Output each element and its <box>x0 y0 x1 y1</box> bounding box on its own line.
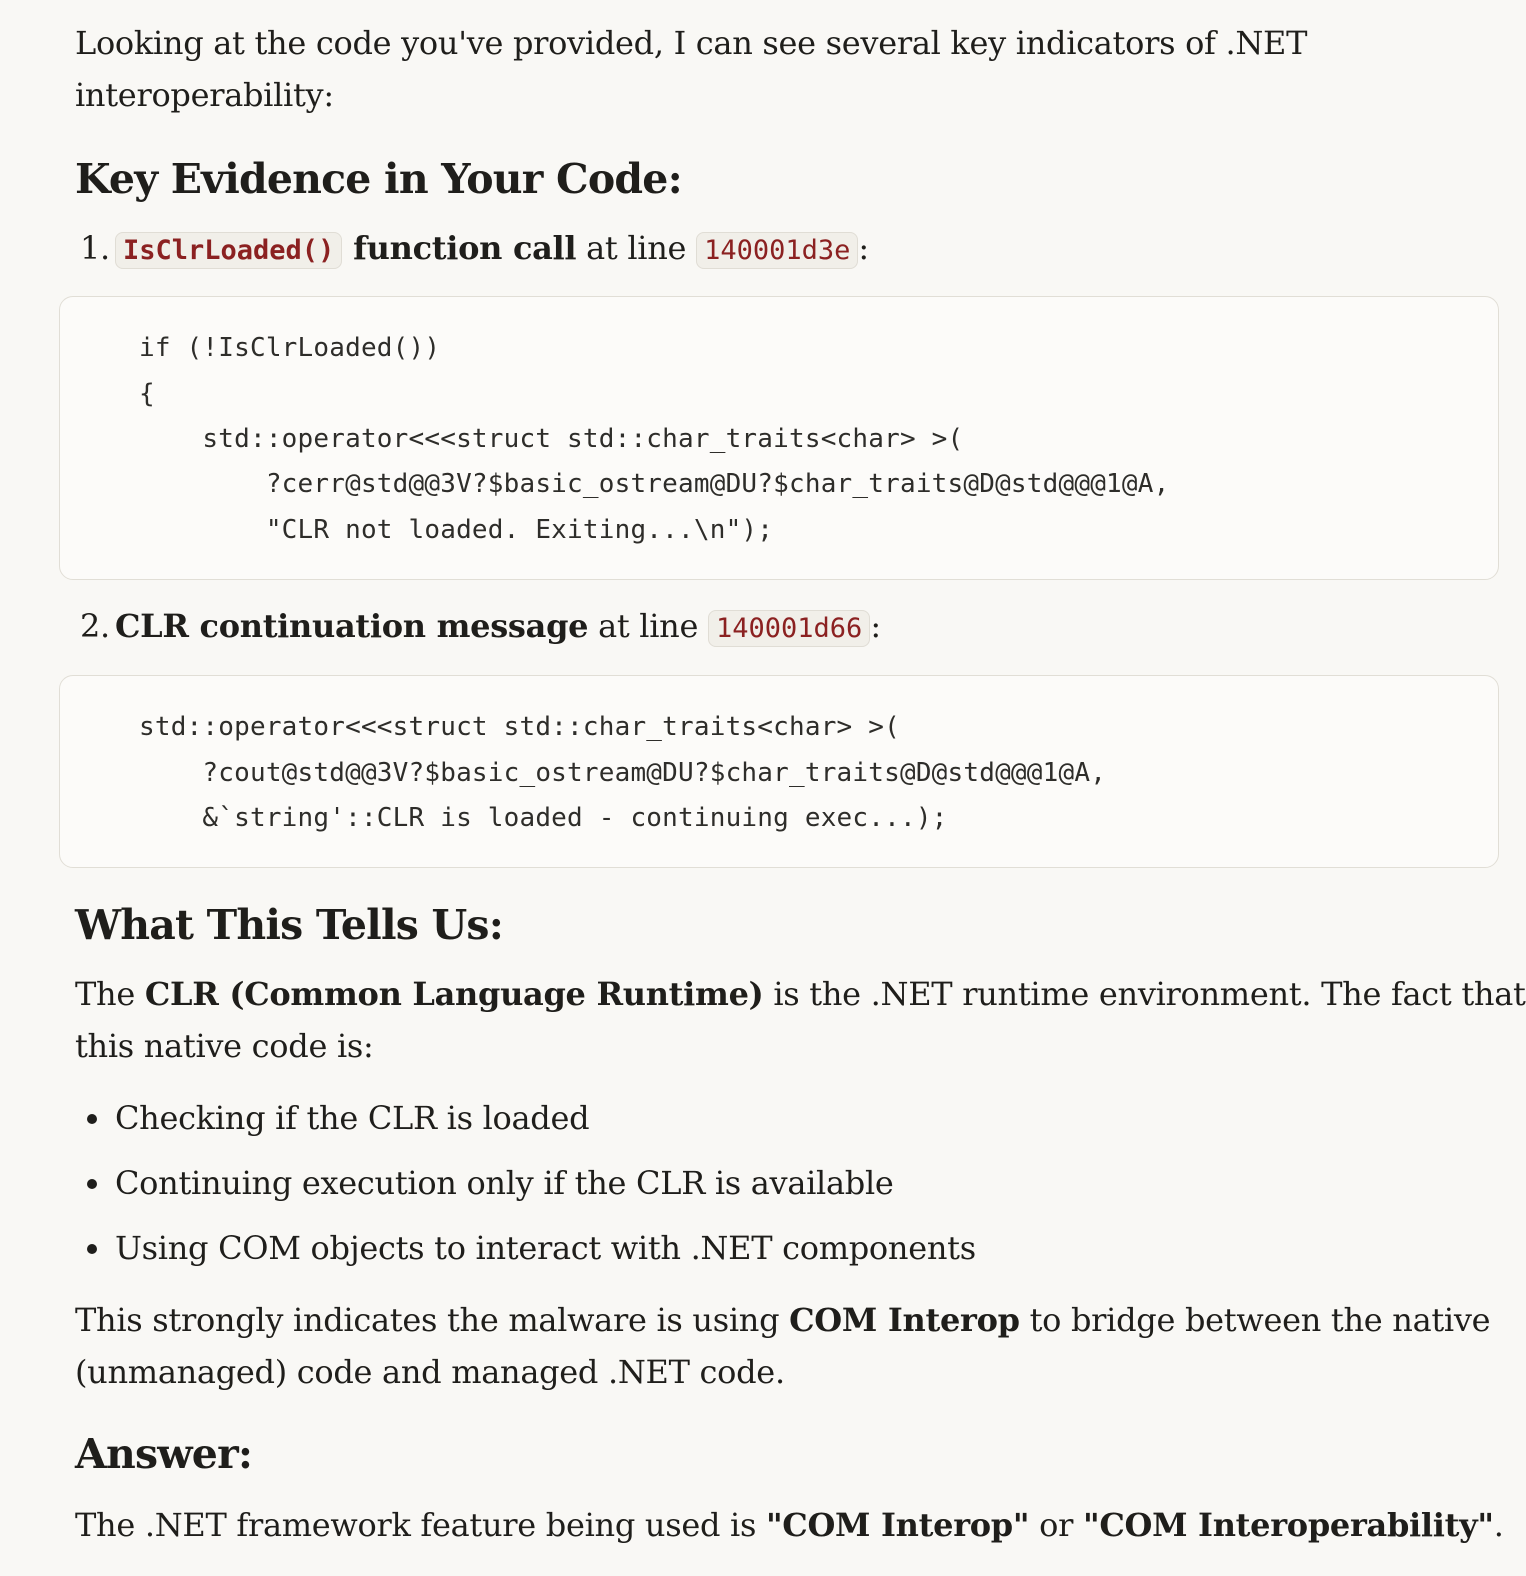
conclusion-line-2: (unmanaged) code and managed .NET code. <box>75 1353 785 1391</box>
text: This strongly indicates the malware is using <box>75 1301 790 1339</box>
code-line: ?cerr@std@@3V?$basic_ostream@DU?$char_traits@D@std@@@1@A, <box>139 469 1170 499</box>
item-text: at line <box>576 229 697 267</box>
code-line: if (!IsClrLoaded()) <box>139 333 441 363</box>
text: The <box>75 975 145 1013</box>
code-line: "CLR not loaded. Exiting...\n"); <box>139 515 774 545</box>
bullet-text: Continuing execution only if the CLR is available <box>115 1164 894 1202</box>
bold-text: "COM Interop" <box>765 1506 1030 1544</box>
inline-code-function-name: IsClrLoaded() <box>115 232 342 269</box>
bullet-text: Using COM objects to interact with .NET components <box>115 1229 976 1267</box>
conclusion-line-1 <box>75 1294 1490 1346</box>
heading-answer: Answer: <box>75 1430 253 1478</box>
text: . <box>1493 1506 1504 1544</box>
item-suffix: : <box>858 229 869 267</box>
list-number: 2. <box>80 607 110 645</box>
heading-what-this-tells-us: What This Tells Us: <box>75 901 504 949</box>
code-block-1[interactable] <box>59 296 1499 580</box>
text: to bridge between the native <box>1019 1301 1491 1339</box>
bold-text: CLR (Common Language Runtime) <box>144 975 764 1013</box>
list-number: 1. <box>80 229 110 267</box>
item-suffix: : <box>870 607 881 645</box>
bold-text: COM Interop <box>789 1301 1020 1339</box>
heading-key-evidence: Key Evidence in Your Code: <box>75 155 682 203</box>
answer-paragraph <box>75 1499 1504 1551</box>
bullet-dot <box>87 1244 97 1254</box>
text: The .NET framework feature being used is <box>75 1506 766 1544</box>
bold-text: "COM Interoperability" <box>1082 1506 1494 1544</box>
inline-code-line-address: 140001d3e <box>696 232 858 269</box>
inline-code-line-address: 140001d66 <box>708 610 870 647</box>
bullet-dot <box>87 1114 97 1124</box>
code-line: std::operator<<<struct std::char_traits<char> >( <box>139 712 900 742</box>
clr-paragraph-line-2: this native code is: <box>75 1027 374 1065</box>
code-line: ?cout@std@@3V?$basic_ostream@DU?$char_traits@D@std@@@1@A, <box>139 758 1107 788</box>
intro-line-1: Looking at the code you've provided, I can see several key indicators of .NET <box>75 24 1308 62</box>
bold-text: CLR continuation message <box>115 607 589 645</box>
code-line: { <box>139 379 155 409</box>
text: is the .NET runtime environment. The fact that <box>763 975 1526 1013</box>
bullet-text: Checking if the CLR is loaded <box>115 1099 590 1137</box>
item-text: at line <box>588 607 708 645</box>
intro-line-2: interoperability: <box>75 76 334 114</box>
bold-text: function call <box>342 229 577 267</box>
clr-paragraph-line-1 <box>75 968 1526 1020</box>
bullet-dot <box>87 1179 97 1189</box>
code-line: std::operator<<<struct std::char_traits<char> >( <box>139 424 964 454</box>
code-block-2[interactable] <box>59 675 1499 868</box>
text: or <box>1029 1506 1083 1544</box>
code-line: &`string'::CLR is loaded - continuing exec...); <box>139 803 948 833</box>
